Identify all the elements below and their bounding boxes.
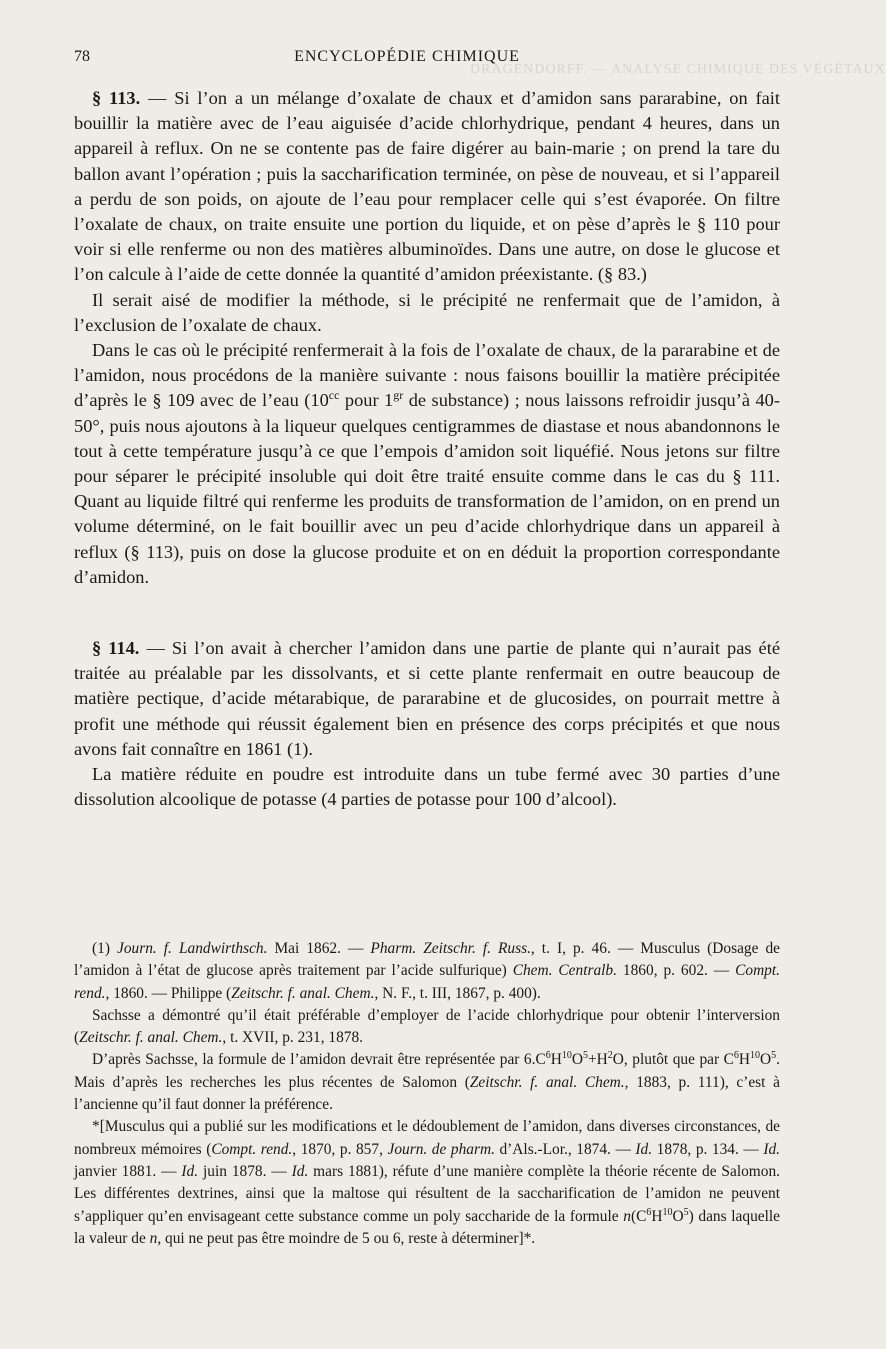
fn4-e: d’Als.-Lor., 1874. —: [494, 1140, 636, 1158]
fn2-b: Zeitschr. f. anal. Chem.: [79, 1029, 223, 1047]
paragraph-2: Il serait aisé de modifier la méthode, si le précipité ne renfermait que de l’amidon, à l’exclusion de l’oxalate de chaux.: [74, 289, 780, 335]
page-number: 78: [74, 48, 90, 65]
fn4-g: 1878, p. 134. —: [652, 1140, 764, 1158]
running-title: ENCYCLOPÉDIE CHIMIQUE: [294, 48, 520, 65]
fn4-r: ) dans laquelle la valeur de: [74, 1207, 780, 1247]
fn1-d: Pharm. Zeitschr. f. Russ.: [370, 940, 531, 957]
fn2-c: , t. XVII, p. 231, 1878.: [222, 1029, 364, 1047]
paragraph-114: [74, 636, 780, 762]
fn4-j: Id.: [181, 1162, 199, 1180]
fn3-e: O, plutôt que par C: [612, 1051, 734, 1069]
fn4-i: janvier 1881. —: [74, 1162, 182, 1180]
footnote-2: [74, 1005, 780, 1050]
footnote-3: [74, 1049, 780, 1116]
fn3-f: H: [738, 1051, 751, 1069]
fn4-s2: 10: [662, 1206, 673, 1218]
paragraph-3-text-c: de substance) ; nous laissons refroidir jusqu’à 40-50°, puis nous ajoutons à la liqueur quelques centigrammes de diastase et nous abandonnons le tout à cette température jusqu’à ce que l’empois d’amidon soit liquéfié. Nous jetons sur filtre pour séparer le précipité insoluble qui doit être traité ensuite comme dans le cas du § 111. Quant au liquide filtré qui renferme les produits de transformation de l’amidon, on en prend un volume déterminé, on le fait bouillir avec un peu d’acide chlorhydrique dans un appareil à reflux (§ 113), puis on dose la glucose produite et on en déduit la proportion correspondante d’amidon.: [74, 390, 780, 587]
sup-cc: cc: [328, 388, 340, 403]
fn4-b: Compt. rend.: [211, 1140, 293, 1158]
fn3-i: Zeitschr. f. anal. Chem.: [469, 1073, 625, 1091]
fn4-l: Id.: [291, 1162, 309, 1180]
paragraph-5: La matière réduite en poudre est introduite dans un tube fermé avec 30 parties d’une dissolution alcoolique de potasse (4 parties de potasse pour 100 d’alcool).: [74, 764, 780, 810]
fn1-c: Mai 1862. —: [267, 940, 371, 957]
fn3-s6: 10: [750, 1050, 761, 1062]
fn1-h: Compt. rend.: [74, 962, 781, 1002]
fn1-k: , N. F., t. III, 1867, p. 400).: [374, 984, 541, 1002]
fn1-g: 1860, p. 602. —: [616, 962, 736, 980]
fn4-o: (C: [630, 1207, 647, 1225]
fn3-s3: 5: [583, 1050, 588, 1062]
section-number-113: § 113.: [92, 88, 141, 108]
fn4-m: mars 1881), réfute d’une manière complète la théorie récente de Salomon. Les différentes dextrines, ainsi que la maltose qui résultent de la saccharification de l’amidon ne peuvent s’appliquer qu’en envisageant cette substance comme un poly saccharide de la formule: [74, 1162, 781, 1225]
fn3-c: O: [571, 1051, 583, 1069]
main-text: [74, 86, 780, 812]
fn4-h: Id.: [763, 1140, 781, 1158]
paragraph-3-text-a: Dans le cas où le précipité renfermerait à la fois de l’oxalate de chaux, de la pararabine et de l’amidon, nous procédons de la manière suivante : nous faisons bouillir la matière précipitée d’après le § 109 avec de l’eau (10: [74, 340, 780, 411]
fn4-t: n: [149, 1229, 158, 1247]
fn1-j: Zeitschr. f. anal. Chem.: [231, 984, 375, 1002]
fn3-g: O: [760, 1051, 772, 1069]
paragraph-113-text: — Si l’on a un mélange d’oxalate de chaux et d’amidon sans pararabine, on fait bouillir la matière avec de l’eau aiguisée d’acide chlorhydrique, pendant 4 heures, dans un appareil à reflux. On ne se contente pas de faire digérer au bain-marie ; on prend la tare du ballon avant l’opération ; puis la saccharification terminée, on pèse de nouveau, et si l’appareil a perdu de son poids, on ajoute de l’eau pour remplacer celle qui s’est évaporée. On filtre l’oxalate de chaux, on traite ensuite une portion du liquide, et on pèse d’après le § 110 pour voir si elle renferme ou non des matières albuminoïdes. Dans une autre, on dose le glucose et l’on calcule à l’aide de cette donnée la quantité d’amidon préexistante. (§ 83.): [74, 88, 780, 285]
fn4-n: n: [623, 1207, 631, 1225]
fn3-b: H: [550, 1051, 562, 1069]
fn4-a: *[Musculus qui a publié sur les modifications et le dédoublement de l’amidon, dans diverses circonstances, de nombreux mémoires (: [74, 1118, 780, 1158]
fn4-s1: 6: [646, 1206, 652, 1218]
fn2-a: Sachsse a démontré qu’il était préférable d’employer de l’acide chlorhydrique pour obtenir l’interversion (: [74, 1006, 780, 1047]
fn4-u: , qui ne peut pas être moindre de 5 ou 6, reste à déterminer]*.: [157, 1229, 536, 1247]
fn1-e: , t. I, p. 46. — Musculus (Dosage de l’amidon à l’état de glucose après traitement par l’acide sulfurique): [74, 940, 781, 980]
fn4-d: Journ. de pharm.: [387, 1140, 495, 1158]
sup-gr: gr: [393, 388, 404, 403]
fn3-a: D’après Sachsse, la formule de l’amidon devrait être représentée par 6.C: [92, 1051, 546, 1069]
footnote-4: [74, 1116, 780, 1250]
fn3-s5: 6: [733, 1050, 739, 1062]
fn3-d: +H: [588, 1051, 608, 1069]
fn3-s2: 10: [561, 1050, 572, 1062]
fn3-h: . Mais d’après les recherches les plus récentes de Salomon (: [74, 1051, 781, 1091]
fn1-i: , 1860. — Philippe (: [105, 984, 232, 1002]
paragraph-3-text-b: pour 1: [339, 390, 394, 411]
fn4-k: juin 1878. —: [198, 1162, 292, 1180]
fn4-s3: 5: [683, 1206, 689, 1218]
paragraph-3: [74, 338, 780, 590]
fn3-s4: 2: [607, 1050, 613, 1062]
fn1-b: Journ. f. Landwirthsch.: [116, 940, 268, 957]
fn4-c: , 1870, p. 857,: [292, 1140, 388, 1158]
paragraph-114-text: — Si l’on avait à chercher l’amidon dans une partie de plante qui n’aurait pas été traitée au préalable par les dissolvants, et si cette plante renfermait en outre beaucoup de matière pectique, d’acide métarabique, de pararabine et de glucosides, on pourrait mettre à profit une méthode qui réussit également bien en présence des corps précipités et que nous avons fait connaître en 1861 (1).: [74, 638, 780, 759]
paragraph-113: [74, 86, 780, 288]
footnote-1: [74, 938, 780, 1005]
fn4-f: Id.: [635, 1140, 653, 1158]
fn3-s1: 6: [545, 1050, 551, 1062]
fn4-p: H: [651, 1207, 663, 1225]
fn1-a: (1): [92, 940, 117, 957]
fn1-f: Chem. Centralb.: [512, 962, 617, 980]
section-number-114: § 114.: [92, 638, 140, 659]
page-header: [74, 48, 740, 72]
footnotes: [74, 938, 780, 1250]
show-through-text: DRAGENDORFF. — ANALYSE CHIMIQUE DES VÉGÉTAUX: [470, 62, 886, 77]
fn3-j: , 1883, p. 111), c’est à l’ancienne qu’il faut donner la préférence.: [74, 1073, 780, 1114]
section-gap: [74, 590, 780, 636]
fn3-s7: 5: [771, 1050, 777, 1062]
fn4-q: O: [672, 1207, 684, 1225]
